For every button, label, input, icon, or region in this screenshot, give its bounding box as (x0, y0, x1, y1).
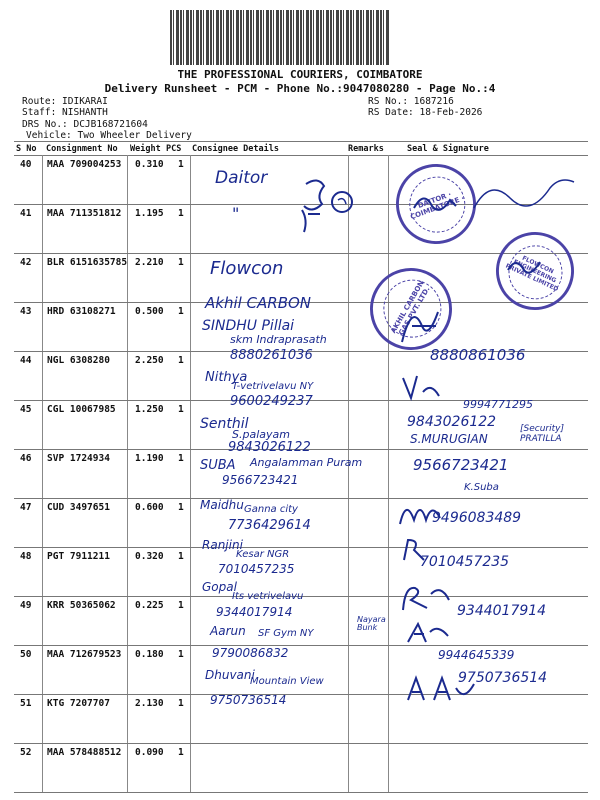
handwritten-consignee: Senthil (200, 416, 249, 432)
row-weight: 0.320 (135, 551, 164, 562)
handwritten-consignee: SINDHU Pillai (202, 318, 295, 334)
handwritten-phone: 9944645339 (438, 648, 515, 662)
row-sno: 50 (20, 649, 32, 660)
row-sno: 40 (20, 159, 32, 170)
row-sno: 43 (20, 306, 32, 317)
col-weight: Weight (130, 144, 161, 154)
row-divider (14, 645, 588, 646)
handwritten-address: S.palayam (232, 428, 290, 441)
row-pcs: 1 (178, 453, 184, 464)
row-consignment: BLR 6151635785 (47, 257, 128, 268)
row-sno: 42 (20, 257, 32, 268)
handwritten-phone: 7010457235 (420, 554, 510, 570)
handwritten-phone: 8880861036 (430, 346, 526, 364)
row-divider (14, 694, 588, 695)
signature-mark (397, 372, 457, 412)
row-weight: 0.180 (135, 649, 164, 660)
handwritten-phone: 9843026122 (228, 440, 311, 455)
signature-mark (396, 494, 456, 534)
signature-mark (400, 536, 440, 566)
signature-mark (404, 672, 484, 706)
handwritten-address: Its vetrivelavu (232, 591, 304, 602)
handwritten-consignee: " (232, 204, 240, 223)
handwritten-phone: 9566723421 (413, 456, 509, 474)
row-pcs: 1 (178, 551, 184, 562)
row-weight: 0.600 (135, 502, 164, 513)
handwritten-phone: 7010457235 (218, 562, 295, 576)
row-divider (14, 792, 588, 793)
handwritten-phone: 7736429614 (228, 518, 311, 533)
handwritten-name: S.MURUGIAN (410, 432, 488, 446)
row-consignment: MAA 711351812 (47, 208, 122, 219)
col-pcs: PCS (166, 144, 182, 154)
row-pcs: 1 (178, 698, 184, 709)
col-divider (42, 155, 43, 792)
row-weight: 2.130 (135, 698, 164, 709)
row-divider (14, 547, 588, 548)
row-pcs: 1 (178, 404, 184, 415)
row-pcs: 1 (178, 747, 184, 758)
handwritten-phone: 9790086832 (212, 646, 289, 660)
handwritten-phone: 9600249237 (230, 394, 313, 409)
company-title: THE PROFESSIONAL COURIERS, COIMBATORE (177, 68, 423, 81)
row-consignment: MAA 709004253 (47, 159, 122, 170)
row-consignment: HRD 63108271 (47, 306, 116, 317)
company-seal: AKHIL CARBON GAS PVT. LTD. (355, 253, 467, 365)
signature-mark (298, 206, 328, 236)
row-sno: 47 (20, 502, 32, 513)
runsheet-subtitle: Delivery Runsheet - PCM - Phone No.:9047080280 - Page No.:4 (104, 82, 496, 95)
col-seal-signature: Seal & Signature (407, 144, 489, 154)
col-sno: S No (16, 144, 37, 154)
handwritten-address: Kesar NGR (236, 549, 290, 560)
handwritten-consignee: Maidhu (200, 498, 244, 512)
col-divider (348, 155, 349, 792)
col-divider (388, 155, 389, 792)
barcode (170, 10, 390, 65)
signature-mark (410, 188, 460, 218)
signature-mark (397, 580, 457, 620)
row-weight: 0.225 (135, 600, 164, 611)
route-label: Route: IDIKARAI (22, 96, 108, 107)
handwritten-phone: 9750736514 (458, 670, 548, 686)
row-sno: 41 (20, 208, 32, 219)
handwritten-address: T-vetrivelavu NY (232, 381, 314, 392)
rs-number: RS No.: 1687216 (368, 96, 454, 107)
row-consignment: SVP 1724934 (47, 453, 110, 464)
handwritten-consignee: Daitor (215, 168, 268, 188)
handwritten-name: K.Suba (464, 482, 499, 493)
row-divider (14, 498, 588, 499)
row-consignment: KRR 50365062 (47, 600, 116, 611)
signature-mark (404, 618, 454, 648)
company-seal: FLOWCON ENGINEERING PRIVATE LIMITED (483, 219, 587, 323)
row-pcs: 1 (178, 649, 184, 660)
signature-mark (392, 296, 452, 356)
row-pcs: 1 (178, 159, 184, 170)
handwritten-address: skm Indraprasath (230, 333, 327, 346)
col-divider (190, 155, 191, 792)
signature-mark (504, 252, 554, 282)
row-pcs: 1 (178, 257, 184, 268)
handwritten-phone: 9994771295 (463, 398, 533, 411)
row-weight: 0.500 (135, 306, 164, 317)
handwritten-phone: 9344017914 (457, 603, 547, 619)
row-pcs: 1 (178, 600, 184, 611)
row-consignment: MAA 578488512 (47, 747, 122, 758)
row-sno: 48 (20, 551, 32, 562)
handwritten-address: Angalamman Puram (250, 456, 363, 469)
row-weight: 0.310 (135, 159, 164, 170)
handwritten-consignee: Gopal (202, 580, 237, 594)
handwritten-address: SF Gym NY (258, 628, 314, 639)
handwritten-remark: [Security] PRATILLA (520, 424, 564, 444)
row-weight: 2.250 (135, 355, 164, 366)
handwritten-consignee: Dhuvani (205, 668, 255, 682)
row-consignment: CGL 10067985 (47, 404, 116, 415)
handwritten-phone: 9843026122 (407, 414, 497, 430)
row-sno: 51 (20, 698, 32, 709)
row-weight: 0.090 (135, 747, 164, 758)
vehicle-label: Vehicle: Two Wheeler Delivery (26, 130, 192, 141)
row-sno: 44 (20, 355, 32, 366)
row-weight: 1.250 (135, 404, 164, 415)
col-consignee: Consignee Details (192, 144, 279, 154)
row-sno: 45 (20, 404, 32, 415)
row-divider (14, 743, 588, 744)
drs-label: DRS No.: DCJB168721604 (22, 119, 148, 130)
row-pcs: 1 (178, 306, 184, 317)
handwritten-consignee: SUBA (200, 458, 236, 473)
row-sno: 52 (20, 747, 32, 758)
rs-date: RS Date: 18-Feb-2026 (368, 107, 483, 118)
handwritten-address: Ganna city (244, 504, 298, 515)
handwritten-consignee: Ranjini (202, 538, 243, 552)
row-weight: 1.195 (135, 208, 164, 219)
col-consignment: Consignment No (46, 144, 118, 154)
row-consignment: CUD 3497651 (47, 502, 110, 513)
handwritten-address: Nayara Bunk (357, 615, 386, 632)
company-seal: DAITOR · COIMBATORE · (385, 153, 488, 256)
row-consignment: KTG 7207707 (47, 698, 110, 709)
row-weight: 1.190 (135, 453, 164, 464)
row-consignment: NGL 6308280 (47, 355, 110, 366)
row-sno: 46 (20, 453, 32, 464)
row-sno: 49 (20, 600, 32, 611)
handwritten-consignee: Akhil CARBON (205, 294, 312, 312)
handwritten-consignee: Nithya (205, 370, 248, 385)
handwritten-phone: 8880261036 (230, 348, 313, 363)
table-top-rule (14, 141, 588, 142)
row-pcs: 1 (178, 502, 184, 513)
table-header-rule (14, 155, 588, 156)
row-consignment: PGT 7911211 (47, 551, 110, 562)
row-weight: 2.210 (135, 257, 164, 268)
row-pcs: 1 (178, 208, 184, 219)
handwritten-consignee: Aarun (210, 624, 246, 638)
signature-mark (470, 168, 580, 223)
handwritten-phone: 9344017914 (216, 605, 293, 619)
staff-label: Staff: NISHANTH (22, 107, 108, 118)
handwritten-address: Mountain View (250, 676, 324, 687)
handwritten-phone: 9750736514 (210, 693, 287, 707)
col-remarks: Remarks (348, 144, 384, 154)
row-pcs: 1 (178, 355, 184, 366)
handwritten-phone: 9496083489 (432, 510, 522, 526)
col-divider (127, 155, 128, 792)
row-consignment: MAA 712679523 (47, 649, 122, 660)
handwritten-phone: 9566723421 (222, 473, 299, 487)
handwritten-consignee: Flowcon (210, 258, 284, 279)
